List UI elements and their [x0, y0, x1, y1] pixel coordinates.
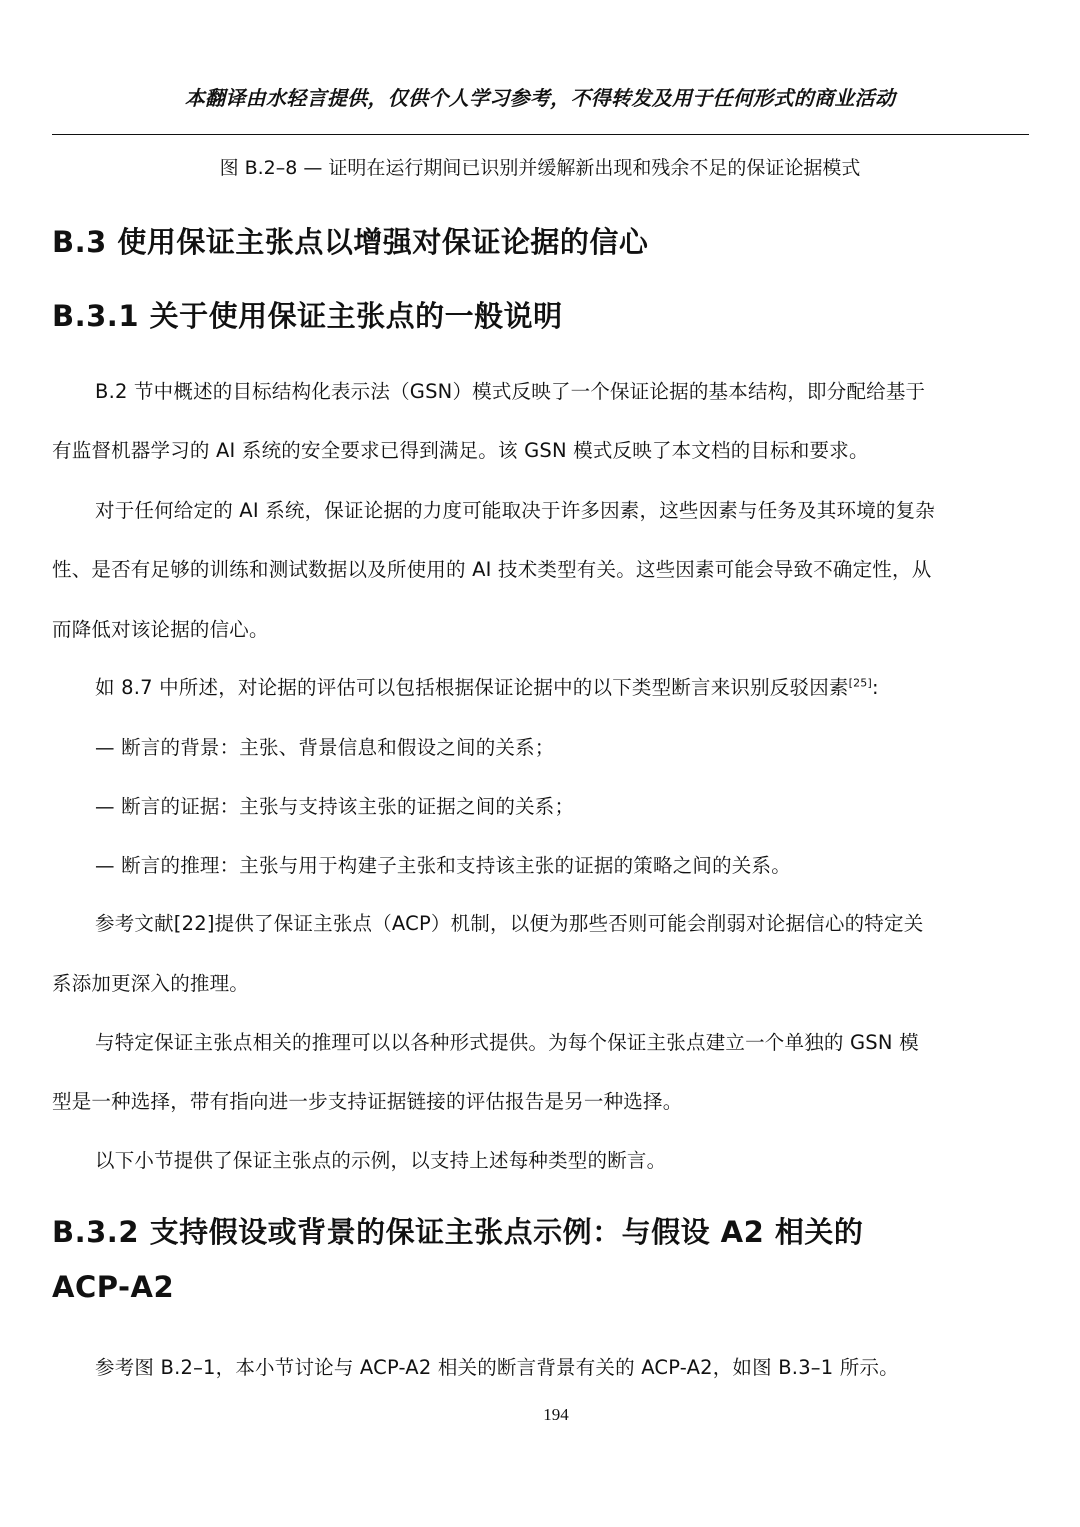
header-rule: [52, 134, 1029, 135]
paragraph-3-colon: :: [872, 676, 879, 699]
paragraph-1-line-1: B.2 节中概述的目标结构化表示法（GSN）模式反映了一个保证论据的基本结构，即分配给基于: [95, 380, 926, 403]
bullet-reasoning: — 断言的推理：主张与用于构建子主张和支持该主张的证据的策略之间的关系。: [95, 854, 791, 877]
section-b32-heading-line-2: ACP-A2: [52, 1270, 175, 1304]
paragraph-5-line-2: 型是一种选择，带有指向进一步支持证据链接的评估报告是另一种选择。: [52, 1090, 683, 1113]
paragraph-5-line-1: 与特定保证主张点相关的推理可以以各种形式提供。为每个保证主张点建立一个单独的 GSN 模: [95, 1031, 919, 1054]
paragraph-1-line-2: 有监督机器学习的 AI 系统的安全要求已得到满足。该 GSN 模式反映了本文档的目标和要求。: [52, 439, 869, 462]
section-b31-heading: B.3.1 关于使用保证主张点的一般说明: [52, 299, 563, 333]
bullet-context: — 断言的背景：主张、背景信息和假设之间的关系；: [95, 736, 555, 759]
paragraph-4-line-2: 系添加更深入的推理。: [52, 972, 250, 995]
bullet-evidence: — 断言的证据：主张与支持该主张的证据之间的关系；: [95, 795, 575, 818]
paragraph-7: 参考图 B.2–1，本小节讨论与 ACP-A2 相关的断言背景有关的 ACP-A2，如图 B.3–1 所示。: [95, 1356, 899, 1379]
paragraph-3: [95, 672, 879, 700]
paragraph-6: 以下小节提供了保证主张点的示例，以支持上述每种类型的断言。: [95, 1149, 667, 1172]
figure-caption: 图 B.2–8 — 证明在运行期间已识别并缓解新出现和残余不足的保证论据模式: [219, 157, 861, 179]
reference-25-link[interactable]: [25]: [848, 676, 872, 690]
copyright-banner: 本翻译由水轻言提供，仅供个人学习参考，不得转发及用于任何形式的商业活动: [184, 86, 896, 110]
paragraph-4-line-1: 参考文献[22]提供了保证主张点（ACP）机制，以便为那些否则可能会削弱对论据信心的特定关: [95, 912, 924, 935]
paragraph-2-line-2: 性、是否有足够的训练和测试数据以及所使用的 AI 技术类型有关。这些因素可能会导致不确定性，从: [52, 558, 932, 581]
section-b32-heading-line-1: B.3.2 支持假设或背景的保证主张点示例：与假设 A2 相关的: [52, 1215, 864, 1249]
section-b3-heading: B.3 使用保证主张点以增强对保证论据的信心: [52, 225, 649, 259]
paragraph-2-line-1: 对于任何给定的 AI 系统，保证论据的力度可能取决于许多因素，这些因素与任务及其环境的复杂: [95, 499, 935, 522]
paragraph-3-text: 如 8.7 中所述，对论据的评估可以包括根据保证论据中的以下类型断言来识别反驳因素: [95, 676, 849, 699]
page-number: 194: [543, 1405, 569, 1424]
paragraph-2-line-3: 而降低对该论据的信心。: [52, 618, 269, 641]
